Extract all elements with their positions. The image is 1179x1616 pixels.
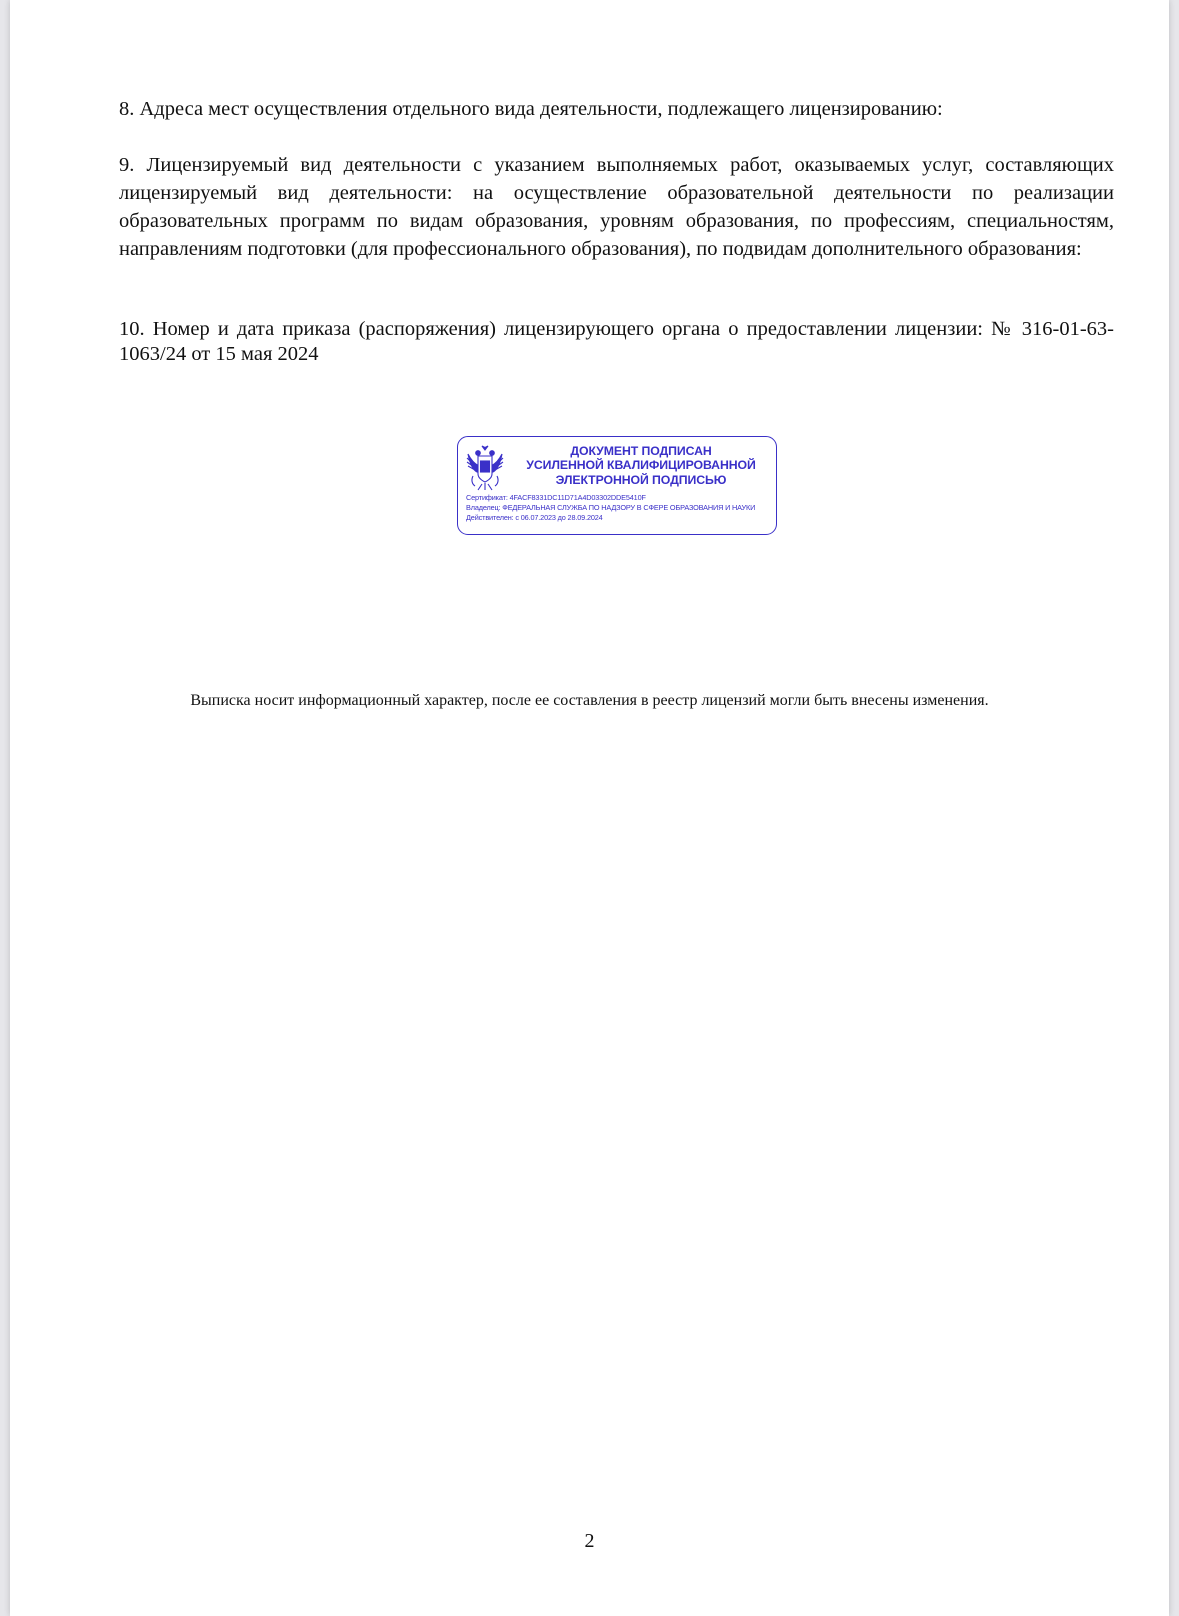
certificate-validity: Действителен: с 06.07.2023 до 28.09.2024: [466, 513, 603, 522]
stamp-title-line: ДОКУМЕНТ ПОДПИСАН: [570, 444, 712, 458]
license-item-10: 10. Номер и дата приказа (распоряжения) лицензирующего органа о предоставлении лицензии: № 316-01-63-1063/24 от 15 мая 2024: [119, 318, 1114, 365]
license-item-8: 8. Адреса мест осуществления отдельного вида деятельности, подлежащего лицензированию:: [119, 98, 943, 120]
electronic-signature-stamp: [457, 436, 777, 535]
document-page: [10, 0, 1169, 1616]
certificate-owner: Владелец: ФЕДЕРАЛЬНАЯ СЛУЖБА ПО НАДЗОРУ В СФЕРЕ ОБРАЗОВАНИЯ И НАУКИ: [466, 503, 756, 512]
page-number: 2: [584, 1530, 595, 1552]
stamp-title-line: УСИЛЕННОЙ КВАЛИФИЦИРОВАННОЙ: [526, 458, 756, 473]
stamp-title: [508, 444, 774, 487]
stamp-certificate-info: [466, 493, 776, 523]
license-item-9: 9. Лицензируемый вид деятельности с указанием выполняемых работ, оказываемых услуг, составляющих лицензируемый вид деятельности: на осуществление образовательной деятельности по реализации образовательных программ по видам образования, уровням образования, по профессиям, специальностям, направлениям подготовки (для профессионального образования), по подвидам дополнительного образования:: [119, 154, 1114, 260]
disclaimer-note: Выписка носит информационный характер, после ее составления в реестр лицензий могли быть внесены изменения.: [190, 692, 989, 709]
certificate-number: Сертификат: 4FACF8331DC11D71A4D03302DDE5410F: [466, 493, 646, 502]
stamp-title-line: ЭЛЕКТРОННОЙ ПОДПИСЬЮ: [555, 472, 727, 487]
coat-of-arms-icon: [465, 444, 505, 492]
